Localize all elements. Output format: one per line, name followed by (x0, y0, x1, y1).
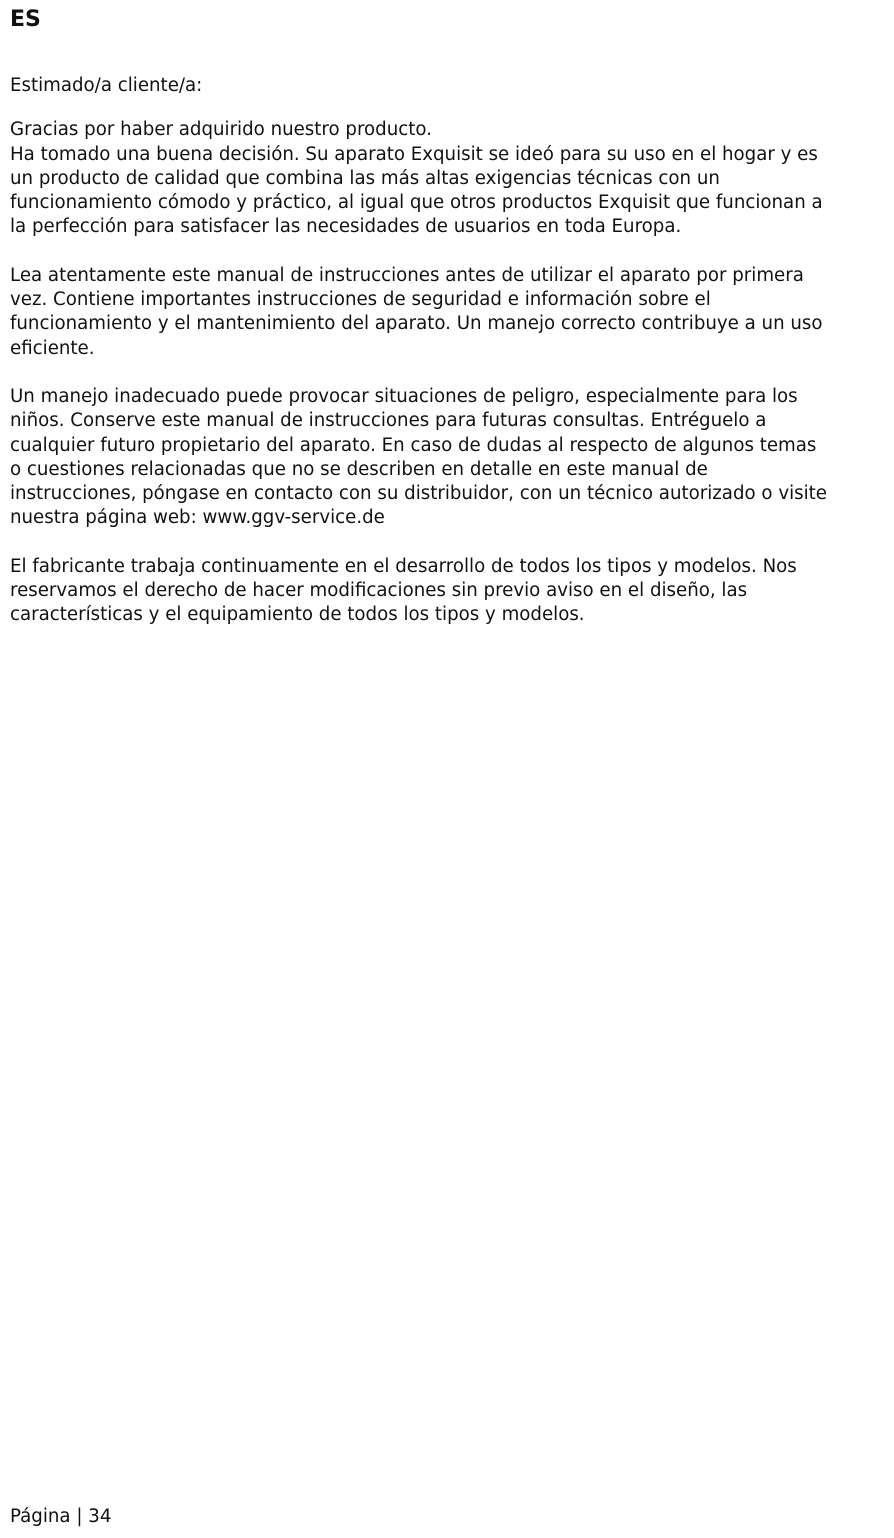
text-line: Gracias por haber adquirido nuestro producto. (10, 119, 432, 141)
paragraph-thanks (10, 118, 890, 239)
spacer (10, 98, 890, 118)
text-line: Lea atentamente este manual de instrucciones antes de utilizar el aparato por primera (10, 264, 804, 286)
text-line: o cuestiones relacionadas que no se describen en detalle en este manual de (10, 458, 708, 480)
paragraph-read-manual (10, 264, 890, 361)
text-line: nuestra página web: www.ggv-service.de (10, 507, 385, 529)
text-line: El fabricante trabaja continuamente en el desarrollo de todos los tipos y modelos. Nos (10, 555, 797, 577)
text-line: Un manejo inadecuado puede provocar situaciones de peligro, especialmente para los (10, 385, 798, 407)
text-line: eficiente. (10, 337, 95, 359)
text-line: un producto de calidad que combina las más altas exigencias técnicas con un (10, 167, 720, 189)
manual-content (10, 74, 890, 628)
text-line: características y el equipamiento de todos los tipos y modelos. (10, 604, 585, 626)
page-number: Página | 34 (10, 1506, 112, 1527)
text-line: reservamos el derecho de hacer modificaciones sin previo aviso en el diseño, las (10, 580, 748, 602)
spacer (10, 531, 890, 555)
greeting: Estimado/a cliente/a: (10, 75, 203, 96)
text-line: instrucciones, póngase en contacto con su distribuidor, con un técnico autorizado o visite (10, 483, 827, 505)
language-code: ES (10, 7, 41, 32)
text-line: Ha tomado una buena decisión. Su aparato Exquisit se ideó para su uso en el hogar y es (10, 143, 818, 165)
text-line: vez. Contiene importantes instrucciones de seguridad e información sobre el (10, 289, 711, 311)
text-line: niños. Conserve este manual de instrucciones para futuras consultas. Entréguelo a (10, 410, 767, 432)
text-line: cualquier futuro propietario del aparato. En caso de dudas al respecto de algunos temas (10, 434, 817, 456)
spacer (10, 361, 890, 385)
text-line: funcionamiento cómodo y práctico, al igual que otros productos Exquisit que funcionan a (10, 192, 823, 214)
paragraph-safety (10, 385, 890, 531)
manual-page (10, 0, 890, 1538)
text-line: funcionamiento y el mantenimiento del aparato. Un manejo correcto contribuye a un uso (10, 313, 823, 335)
paragraph-manufacturer (10, 555, 890, 628)
spacer (10, 240, 890, 264)
text-line: la perfección para satisfacer las necesidades de usuarios en toda Europa. (10, 216, 682, 238)
